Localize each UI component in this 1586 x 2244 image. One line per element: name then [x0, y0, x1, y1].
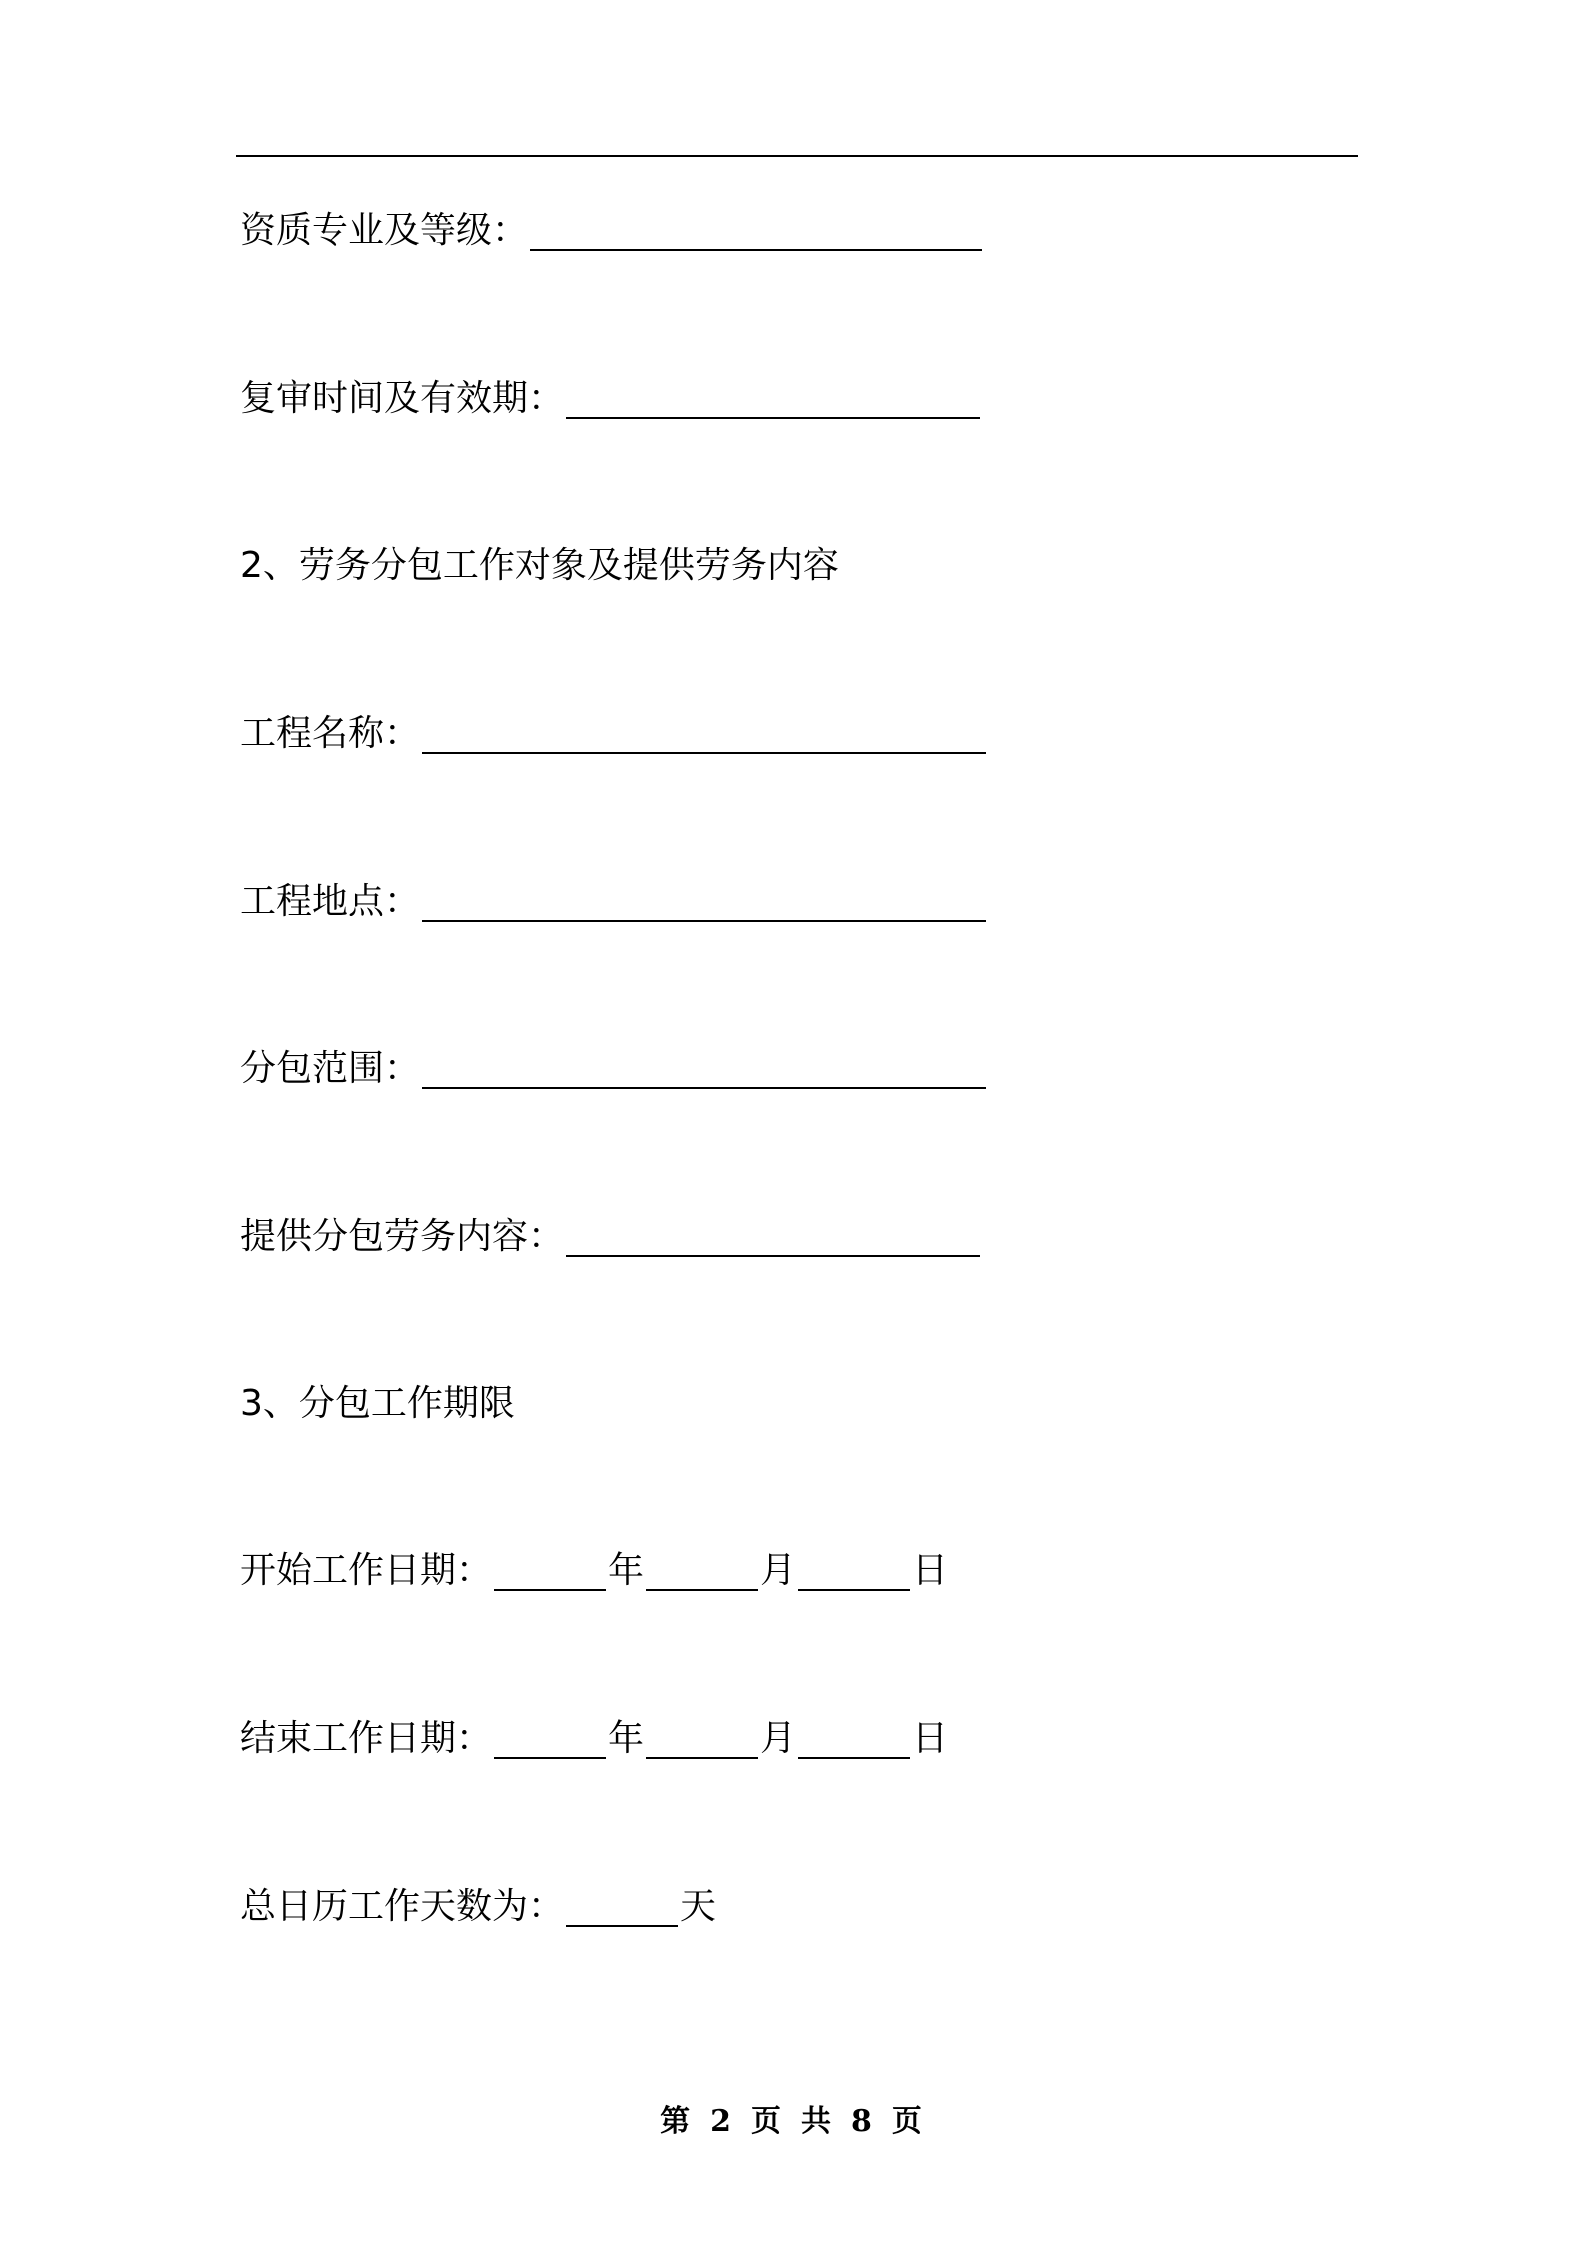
total-days-label: 总日历工作天数为： [240, 1886, 565, 1927]
section-3-title: 3、分包工作期限 [240, 1383, 515, 1424]
project-name-row [240, 708, 988, 760]
header-rule [236, 155, 1358, 157]
total-days-blank[interactable] [566, 1885, 678, 1927]
subcontract-scope-blank[interactable] [422, 1047, 986, 1089]
project-location-row [240, 876, 988, 928]
qualification-blank[interactable] [530, 209, 982, 251]
total-page-number: 8 [851, 2104, 876, 2139]
review-period-blank[interactable] [566, 377, 980, 419]
page-footer [0, 2096, 1586, 2140]
footer-ye: 页 [751, 2104, 785, 2139]
labor-content-row [240, 1211, 982, 1263]
labor-content-blank[interactable] [566, 1215, 980, 1257]
start-day-unit: 日 [912, 1550, 949, 1591]
current-page-number: 2 [710, 2104, 735, 2139]
end-month-unit: 月 [760, 1718, 797, 1759]
qualification-row [240, 205, 984, 257]
review-period-label: 复审时间及有效期： [240, 378, 565, 419]
start-year-unit: 年 [608, 1550, 645, 1591]
end-year-unit: 年 [608, 1718, 645, 1759]
start-day-blank[interactable] [798, 1549, 910, 1591]
section-2-heading [240, 540, 839, 592]
end-month-blank[interactable] [646, 1717, 758, 1759]
labor-content-label: 提供分包劳务内容： [240, 1216, 565, 1257]
section-2-title: 2、劳务分包工作对象及提供劳务内容 [240, 545, 839, 586]
total-days-row [240, 1881, 716, 1933]
section-3-heading [240, 1378, 515, 1430]
project-name-blank[interactable] [422, 712, 986, 754]
start-month-blank[interactable] [646, 1549, 758, 1591]
end-day-blank[interactable] [798, 1717, 910, 1759]
review-period-row [240, 373, 982, 425]
subcontract-scope-label: 分包范围： [240, 1048, 421, 1089]
footer-ye-2: 页 [891, 2104, 926, 2139]
start-date-row [240, 1545, 948, 1597]
start-year-blank[interactable] [494, 1549, 606, 1591]
total-days-unit: 天 [680, 1886, 717, 1927]
subcontract-scope-row [240, 1043, 988, 1095]
footer-di: 第 [660, 2104, 695, 2139]
footer-gong: 共 [801, 2104, 835, 2139]
project-location-label: 工程地点： [240, 881, 421, 922]
end-date-label: 结束工作日期： [240, 1718, 493, 1759]
project-name-label: 工程名称： [240, 713, 421, 754]
end-date-row [240, 1713, 948, 1765]
qualification-label: 资质专业及等级： [240, 210, 529, 251]
project-location-blank[interactable] [422, 880, 986, 922]
end-year-blank[interactable] [494, 1717, 606, 1759]
start-date-label: 开始工作日期： [240, 1550, 493, 1591]
end-day-unit: 日 [912, 1718, 949, 1759]
start-month-unit: 月 [760, 1550, 797, 1591]
